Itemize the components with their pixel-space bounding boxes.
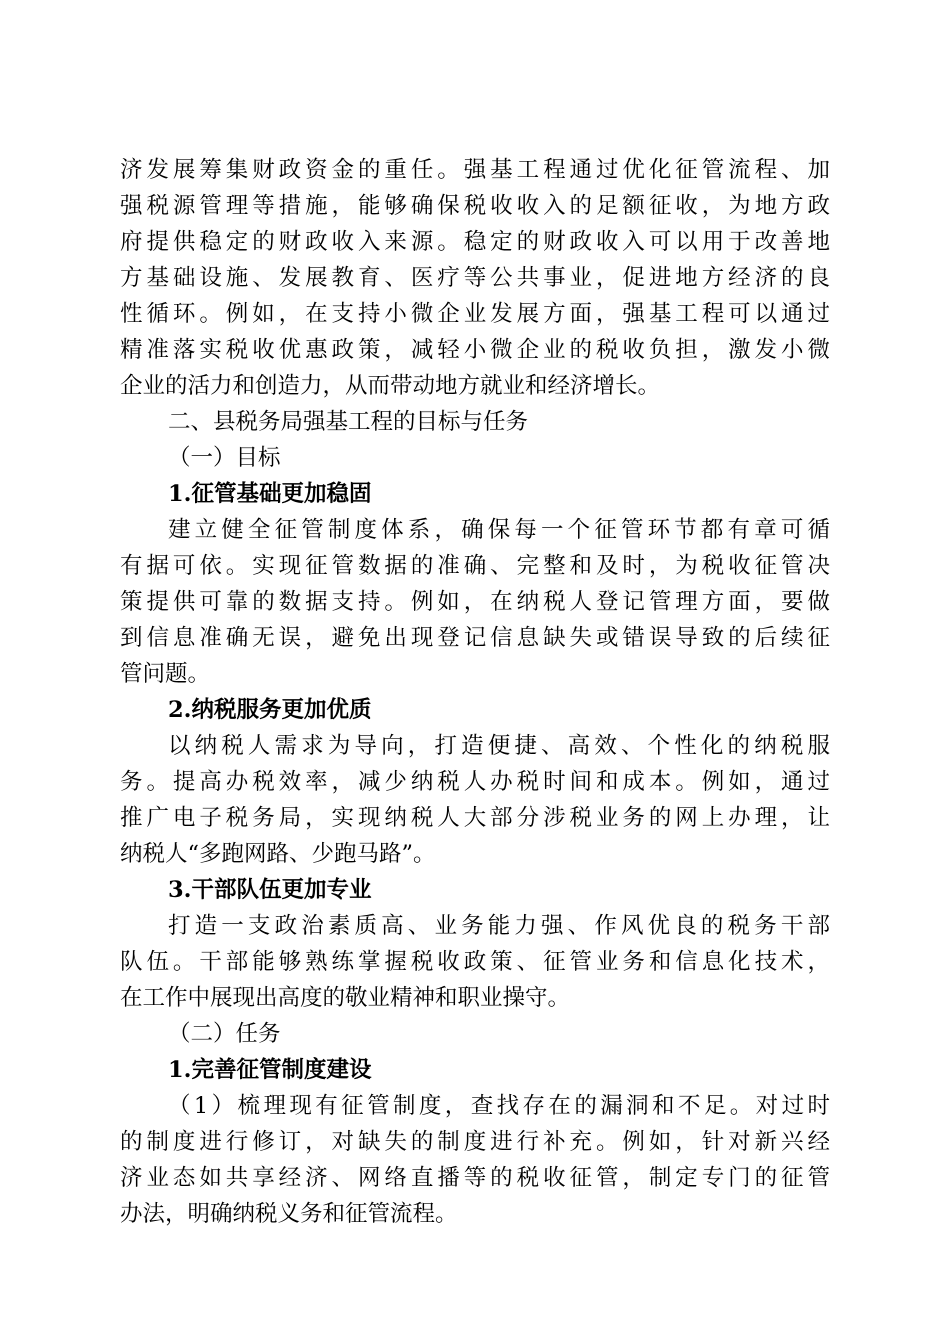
paragraph-line: 到信息准确无误，避免出现登记信息缺失或错误导致的后续征 (120, 625, 830, 651)
goal-heading-3: 3.干部队伍更加专业 (168, 877, 372, 903)
paragraph-line: 府提供稳定的财政收入来源。稳定的财政收入可以用于改善地 (120, 229, 830, 255)
paragraph-line: 管问题。 (120, 661, 211, 687)
goal-heading-1: 1.征管基础更加稳固 (168, 481, 372, 507)
paragraph-line: 队伍。干部能够熟练掌握税收政策、征管业务和信息化技术， (120, 949, 830, 975)
document-page (120, 152, 830, 1232)
section-heading: 二、县税务局强基工程的目标与任务 (168, 409, 529, 435)
paragraph-line: 性循环。例如，在支持小微企业发展方面，强基工程可以通过 (120, 301, 830, 327)
paragraph-line: 策提供可靠的数据支持。例如，在纳税人登记管理方面，要做 (120, 589, 830, 615)
subsection-heading-task: （二）任务 (168, 1021, 281, 1047)
paragraph-line: 有据可依。实现征管数据的准确、完整和及时，为税收征管决 (120, 553, 830, 579)
paragraph-line: 打造一支政治素质高、业务能力强、作风优良的税务干部 (168, 913, 830, 939)
paragraph-line: 建立健全征管制度体系，确保每一个征管环节都有章可循 (168, 517, 830, 543)
paragraph-line: 企业的活力和创造力，从而带动地方就业和经济增长。 (120, 373, 661, 399)
paragraph-line: （1）梳理现有征管制度，查找存在的漏洞和不足。对过时 (168, 1093, 830, 1119)
paragraph-line: 以纳税人需求为导向，打造便捷、高效、个性化的纳税服 (168, 733, 830, 759)
paragraph-line: 纳税人“多跑网路、少跑马路”。 (120, 841, 436, 867)
paragraph-line: 济业态如共享经济、网络直播等的税收征管，制定专门的征管 (120, 1165, 830, 1191)
paragraph-line: 的制度进行修订，对缺失的制度进行补充。例如，针对新兴经 (120, 1129, 830, 1155)
task-heading-1: 1.完善征管制度建设 (168, 1057, 372, 1083)
paragraph-line: 方基础设施、发展教育、医疗等公共事业，促进地方经济的良 (120, 265, 830, 291)
paragraph-line: 强税源管理等措施，能够确保税收收入的足额征收，为地方政 (120, 193, 830, 219)
paragraph-line: 精准落实税收优惠政策，减轻小微企业的税收负担，激发小微 (120, 337, 830, 363)
paragraph-line: 济发展筹集财政资金的重任。强基工程通过优化征管流程、加 (120, 157, 830, 183)
goal-heading-2: 2.纳税服务更加优质 (168, 697, 372, 723)
paragraph-line: 办法，明确纳税义务和征管流程。 (120, 1201, 458, 1227)
subsection-heading-goal: （一）目标 (168, 445, 281, 471)
paragraph-line: 务。提高办税效率，减少纳税人办税时间和成本。例如，通过 (120, 769, 830, 795)
paragraph-line: 在工作中展现出高度的敬业精神和职业操守。 (120, 985, 571, 1011)
paragraph-line: 推广电子税务局，实现纳税人大部分涉税业务的网上办理，让 (120, 805, 830, 831)
